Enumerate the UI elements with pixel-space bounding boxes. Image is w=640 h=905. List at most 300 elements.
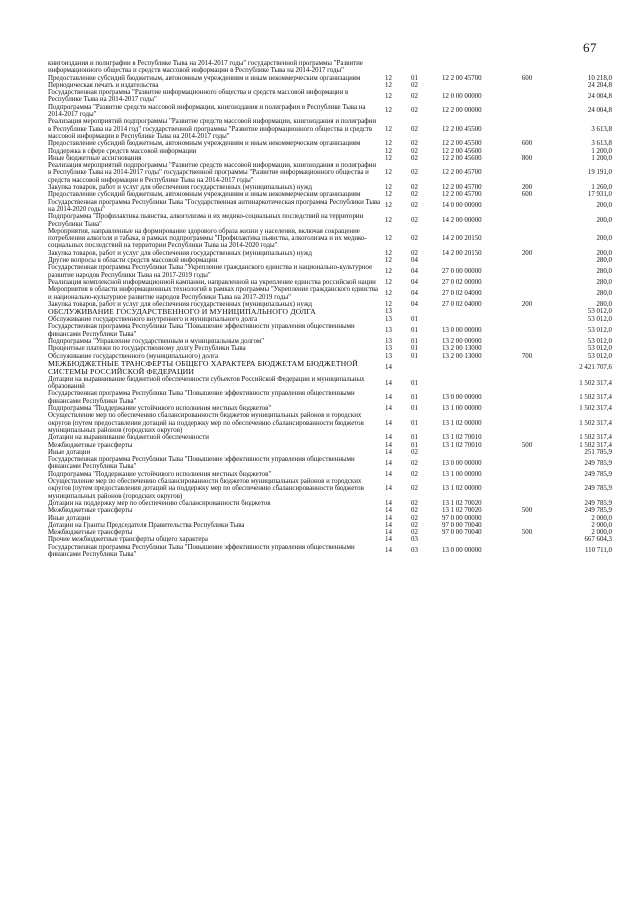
amount-cell: 1 502 317,4 xyxy=(579,405,612,413)
row-name-cell: Подпрограмма "Управление государственным и муниципальным долгом" xyxy=(48,337,265,345)
section-code-cell: 13 xyxy=(385,316,392,324)
amount-cell: 280,0 xyxy=(596,267,612,275)
subsection-code-cell: 04 xyxy=(411,278,418,286)
target-article-cell: 12 2 00 00000 xyxy=(442,107,482,115)
target-article-cell: 12 2 00 45500 xyxy=(442,140,482,148)
amount-cell: 1 502 317,4 xyxy=(579,379,612,387)
target-article-cell: 12 2 00 45700 xyxy=(442,74,482,82)
row-name-cell: Дотации на Гранты Председателя Правительства Республики Тыва xyxy=(48,521,245,529)
section-code-cell: 12 xyxy=(385,125,392,133)
table-row xyxy=(48,89,612,104)
expense-type-cell xyxy=(508,360,546,376)
expense-type-cell: 200 xyxy=(521,300,533,308)
amount-cell: 667 604,3 xyxy=(584,536,612,544)
target-article-cell: 13 0 00 00000 xyxy=(442,459,482,467)
amount-cell: 1 502 317,4 xyxy=(579,419,612,427)
row-name-cell: Межбюджетные трансферты xyxy=(48,441,133,449)
subsection-code-cell: 02 xyxy=(411,140,418,148)
target-article-cell xyxy=(442,82,508,89)
section-code-cell: 14 xyxy=(385,514,392,522)
subsection-code-cell: 02 xyxy=(411,147,418,155)
amount-cell: 2 000,0 xyxy=(591,521,612,529)
expense-type-cell: 500 xyxy=(521,441,533,449)
table-row xyxy=(48,316,612,323)
section-code-cell: 12 xyxy=(385,191,392,199)
expense-type-cell xyxy=(508,338,546,345)
amount-cell: 1 260,0 xyxy=(591,184,612,192)
target-article-cell: 12 2 00 45500 xyxy=(442,125,482,133)
row-name-cell: Подпрограмма "Поддержание устойчивого исполнения местных бюджетов" xyxy=(48,405,272,413)
subsection-code-cell: 01 xyxy=(411,441,418,449)
section-code-cell: 14 xyxy=(385,536,392,544)
amount-cell: 24 004,8 xyxy=(587,107,612,115)
section-code-cell: 12 xyxy=(385,257,392,265)
row-name-cell: Обслуживание государственного внутреннего и муниципального долга xyxy=(48,316,258,324)
expense-type-cell xyxy=(508,536,546,543)
subsection-code-cell: 01 xyxy=(411,345,418,353)
row-name-cell: Обслуживание государственного (муниципального) долга xyxy=(48,352,219,360)
amount-cell: 249 785,9 xyxy=(584,499,612,507)
table-row xyxy=(48,191,612,198)
target-article-cell: 12 2 00 45600 xyxy=(442,154,482,162)
amount-cell: 24 204,8 xyxy=(587,81,612,89)
amount-cell: 53 012,0 xyxy=(587,337,612,345)
row-name-cell: Подпрограмма "Поддержание устойчивого исполнения местных бюджетов" xyxy=(48,470,272,478)
subsection-code-cell xyxy=(411,360,442,376)
row-name-cell: Мероприятия, направленные на формирование здорового образа жизни у населения, включая сокращение потребления алкоголя и табака, в рамках подпрограммы "Профилактика пьянства, алкоголизма и их медико-социальных последствий на территории Республики Тыва на 2014-2020 годы" xyxy=(48,227,367,250)
subsection-code-cell: 02 xyxy=(411,485,418,493)
row-name-cell: Дотации на выравнивание бюджетной обеспеченности субъектов Российской Федерации и муниципальных образований xyxy=(48,375,365,391)
target-article-cell: 97 0 00 70040 xyxy=(442,529,482,537)
subsection-code-cell: 01 xyxy=(411,316,418,324)
row-name-cell: Мероприятия в области информационных технологий в рамках программы "Укрепление гражданского единства и национально-культурное развитие народов Республики Тыва на 2017-2019 годы" xyxy=(48,286,378,301)
row-name-cell: Реализация мероприятий подпрограммы "Развитие средств массовой информации, книгоиздания и полиграфии в Республике Тыва на 2014-2017 годы" государственной программы "Развитие информационного общества и средств массовой информации в Республике Тыва на 2014-2017 годы" xyxy=(48,162,377,184)
target-article-cell: 13 2 00 13000 xyxy=(442,352,482,360)
target-article-cell: 13 1 00 00000 xyxy=(442,405,482,413)
row-name-cell: Иные дотации xyxy=(48,448,91,456)
target-article-cell: 13 2 00 13000 xyxy=(442,345,482,353)
target-article-cell: 13 0 00 00000 xyxy=(442,394,482,402)
target-article-cell: 97 0 00 00000 xyxy=(442,514,482,522)
target-article-cell: 13 1 00 00000 xyxy=(442,470,482,478)
expense-type-cell: 600 xyxy=(521,140,533,148)
section-code-cell: 14 xyxy=(385,499,392,507)
table-row xyxy=(48,140,612,147)
table-row xyxy=(48,390,612,405)
target-article-cell xyxy=(442,376,508,391)
table-row xyxy=(48,323,612,338)
row-name-cell: Иные дотации xyxy=(48,514,91,522)
target-article-cell: 14 0 00 00000 xyxy=(442,202,482,210)
table-row xyxy=(48,405,612,412)
section-code-cell: 12 xyxy=(385,184,392,192)
expense-type-cell xyxy=(508,82,546,89)
subsection-code-cell: 01 xyxy=(411,434,418,442)
table-row xyxy=(48,155,612,162)
target-article-cell: 27 0 02 04000 xyxy=(442,300,482,308)
expense-type-cell xyxy=(508,478,546,500)
subsection-code-cell: 01 xyxy=(411,352,418,360)
section-code-cell: 14 xyxy=(385,448,392,456)
expense-type-cell xyxy=(508,500,546,507)
target-article-cell xyxy=(442,536,508,543)
table-row xyxy=(48,536,612,543)
table-row xyxy=(48,104,612,119)
expense-type-cell: 800 xyxy=(521,154,533,162)
table-row xyxy=(48,60,612,75)
subsection-code-cell: 01 xyxy=(411,337,418,345)
amount-cell: 2 000,0 xyxy=(591,529,612,537)
target-article-cell xyxy=(442,257,508,264)
target-article-cell: 14 2 00 20150 xyxy=(442,235,482,243)
row-name-cell: Дотации на поддержку мер по обеспечению сбалансированности бюджетов xyxy=(48,499,271,507)
amount-cell: 53 012,0 xyxy=(587,316,612,324)
table-row xyxy=(48,376,612,391)
target-article-cell: 13 1 02 70010 xyxy=(442,434,482,442)
target-article-cell: 12 0 00 00000 xyxy=(442,92,482,100)
section-code-cell: 12 xyxy=(385,300,392,308)
row-name-cell: Государственная программа Республики Тыва "Повышение эффективности управления общественными финансами Республики Тыва" xyxy=(48,390,355,405)
table-row xyxy=(48,257,612,264)
table-row xyxy=(48,308,612,316)
table-row xyxy=(48,500,612,507)
target-article-cell xyxy=(442,60,508,75)
section-code-cell: 14 xyxy=(385,441,392,449)
section-code-cell: 14 xyxy=(385,485,392,493)
amount-cell: 280,0 xyxy=(596,300,612,308)
subsection-code-cell: 01 xyxy=(411,74,418,82)
subsection-code-cell: 03 xyxy=(411,547,418,555)
table-row xyxy=(48,199,612,214)
expense-type-cell xyxy=(508,376,546,391)
section-code-cell: 14 xyxy=(385,364,392,372)
expense-type-cell xyxy=(508,412,546,434)
expense-type-cell xyxy=(508,199,546,214)
amount-cell: 280,0 xyxy=(596,278,612,286)
target-article-cell: 12 2 00 45600 xyxy=(442,147,482,155)
section-code-cell: 12 xyxy=(385,140,392,148)
row-name-cell: Закупка товаров, работ и услуг для обеспечения государственных (муниципальных) нужд xyxy=(48,249,312,257)
target-article-cell: 13 1 02 70010 xyxy=(442,441,482,449)
table-row xyxy=(48,434,612,441)
section-code-cell: 12 xyxy=(385,74,392,82)
target-article-cell: 12 2 00 45700 xyxy=(442,191,482,199)
section-code-cell: 12 xyxy=(385,267,392,275)
expense-type-cell xyxy=(508,89,546,104)
target-article-cell: 97 0 00 70040 xyxy=(442,521,482,529)
subsection-code-cell: 02 xyxy=(411,448,418,456)
subsection-code-cell: 02 xyxy=(411,499,418,507)
expense-type-cell xyxy=(508,544,546,559)
section-code-cell: 14 xyxy=(385,529,392,537)
target-article-cell: 13 1 02 70020 xyxy=(442,499,482,507)
expense-type-cell: 200 xyxy=(521,184,533,192)
expense-type-cell: 600 xyxy=(521,74,533,82)
amount-cell: 1 200,0 xyxy=(591,147,612,155)
section-code-cell: 14 xyxy=(385,419,392,427)
target-article-cell: 14 2 00 20150 xyxy=(442,249,482,257)
expense-type-cell xyxy=(508,104,546,119)
target-article-cell: 13 1 02 00000 xyxy=(442,485,482,493)
expense-type-cell xyxy=(508,522,546,529)
section-code-cell: 14 xyxy=(385,459,392,467)
row-name-cell: Поддержка в сфере средств массовой информации xyxy=(48,147,197,155)
amount-cell: 3 613,8 xyxy=(591,140,612,148)
table-row xyxy=(48,118,612,140)
amount-cell: 53 012,0 xyxy=(587,308,612,316)
subsection-code-cell: 02 xyxy=(411,529,418,537)
target-article-cell: 13 1 02 70020 xyxy=(442,507,482,515)
row-name-cell: Межбюджетные трансферты xyxy=(48,507,133,515)
expense-type-cell xyxy=(508,405,546,412)
section-code-cell: 12 xyxy=(385,249,392,257)
target-article-cell: 12 2 00 45700 xyxy=(442,184,482,192)
subsection-code-cell: 02 xyxy=(411,81,418,89)
table-row xyxy=(48,442,612,449)
target-article-cell xyxy=(442,360,508,376)
amount-cell: 1 502 317,4 xyxy=(579,441,612,449)
row-name-cell: Межбюджетные трансферты xyxy=(48,529,133,537)
table-row xyxy=(48,338,612,345)
expense-type-cell: 500 xyxy=(521,529,533,537)
subsection-code-cell: 02 xyxy=(411,202,418,210)
target-article-cell: 13 1 02 00000 xyxy=(442,419,482,427)
table-row xyxy=(48,412,612,434)
subsection-code-cell xyxy=(411,308,442,316)
expense-type-cell xyxy=(508,162,546,184)
amount-cell: 2 421 707,6 xyxy=(579,364,612,372)
expense-type-cell xyxy=(508,449,546,456)
subsection-code-cell: 02 xyxy=(411,216,418,224)
table-row xyxy=(48,75,612,82)
amount-cell: 10 218,0 xyxy=(587,74,612,82)
target-article-cell: 13 2 00 00000 xyxy=(442,337,482,345)
expense-type-cell xyxy=(508,471,546,478)
amount-cell: 200,0 xyxy=(596,249,612,257)
section-code-cell: 14 xyxy=(385,507,392,515)
amount-cell: 249 785,9 xyxy=(584,459,612,467)
amount-cell: 280,0 xyxy=(596,257,612,265)
section-code-cell: 12 xyxy=(385,147,392,155)
amount-cell: 53 012,0 xyxy=(587,327,612,335)
row-name-cell: Государственная программа "Развитие информационного общества и средств массовой информации в Республике Тыва на 2014-2017 годы" xyxy=(48,89,349,104)
subsection-code-cell: 02 xyxy=(411,459,418,467)
table-row xyxy=(48,213,612,228)
amount-cell: 17 931,0 xyxy=(587,191,612,199)
expense-type-cell xyxy=(508,316,546,323)
page-number: 67 xyxy=(583,40,597,55)
row-name-cell: Периодическая печать и издательства xyxy=(48,81,159,89)
table-row xyxy=(48,471,612,478)
expense-type-cell xyxy=(508,148,546,155)
section-code-cell: 13 xyxy=(385,352,392,360)
table-row xyxy=(48,529,612,536)
amount-cell xyxy=(546,60,612,75)
subsection-code-cell: 02 xyxy=(411,107,418,115)
expense-type-cell xyxy=(508,286,546,301)
subsection-code-cell: 02 xyxy=(411,184,418,192)
expense-type-cell xyxy=(508,257,546,264)
expense-type-cell xyxy=(508,515,546,522)
amount-cell: 1 200,0 xyxy=(591,154,612,162)
subsection-code-cell: 02 xyxy=(411,169,418,177)
row-name-cell: Процентные платежи по государственному долгу Республики Тыва xyxy=(48,345,246,353)
table-row xyxy=(48,515,612,522)
amount-cell: 200,0 xyxy=(596,235,612,243)
row-name-cell: Государственная программа Республики Тыва "Повышение эффективности управления общественными финансами Республики Тыва" xyxy=(48,543,355,558)
row-name-cell: Другие вопросы в области средств массовой информации xyxy=(48,257,218,265)
subsection-code-cell: 02 xyxy=(411,470,418,478)
table-row xyxy=(48,264,612,279)
section-code-cell: 12 xyxy=(385,154,392,162)
row-name-cell: Осуществление мер по обеспечению сбалансированности бюджетов муниципальных районов и городских округов (путем предоставления дотаций на поддержку мер по обеспечению сбалансированности бюджетов муниципальных районов (городских округов) xyxy=(48,478,364,500)
budget-table xyxy=(48,60,612,558)
amount-cell: 1 502 317,4 xyxy=(579,434,612,442)
amount-cell: 2 000,0 xyxy=(591,514,612,522)
row-name-cell: Подпрограмма "Профилактика пьянства, алкоголизма и их медико-социальных последствий на территории Республики Тыва" xyxy=(48,213,364,228)
section-code-cell: 12 xyxy=(385,289,392,297)
amount-cell: 251 785,9 xyxy=(584,448,612,456)
amount-cell: 24 004,8 xyxy=(587,92,612,100)
row-name-cell: Иные бюджетные ассигнования xyxy=(48,154,142,162)
subsection-code-cell: 03 xyxy=(411,536,418,544)
section-code-cell: 12 xyxy=(385,202,392,210)
target-article-cell: 13 0 00 00000 xyxy=(442,327,482,335)
row-name-cell: Дотации на выравнивание бюджетной обеспеченности xyxy=(48,434,209,442)
section-code-cell xyxy=(385,60,411,75)
subsection-code-cell: 02 xyxy=(411,235,418,243)
section-code-cell: 12 xyxy=(385,278,392,286)
table-row xyxy=(48,82,612,89)
expense-type-cell xyxy=(508,323,546,338)
section-code-cell: 13 xyxy=(385,337,392,345)
subsection-code-cell: 01 xyxy=(411,405,418,413)
target-article-cell: 12 2 00 45700 xyxy=(442,169,482,177)
table-row xyxy=(48,449,612,456)
target-article-cell: 14 2 00 00000 xyxy=(442,216,482,224)
table-row xyxy=(48,507,612,514)
expense-type-cell: 700 xyxy=(521,352,533,360)
table-body xyxy=(48,60,612,558)
table-row xyxy=(48,456,612,471)
table-row xyxy=(48,162,612,184)
target-article-cell xyxy=(442,308,508,316)
expense-type-cell xyxy=(508,390,546,405)
expense-type-cell xyxy=(508,118,546,140)
section-code-cell: 14 xyxy=(385,405,392,413)
target-article-cell xyxy=(442,449,508,456)
target-article-cell: 27 0 02 00000 xyxy=(442,278,482,286)
row-name-cell: ОБСЛУЖИВАНИЕ ГОСУДАРСТВЕННОГО И МУНИЦИПАЛЬНОГО ДОЛГА xyxy=(48,307,316,317)
section-code-cell: 12 xyxy=(385,92,392,100)
row-name-cell: Осуществление мер по обеспечению сбалансированности бюджетов муниципальных районов и городских округов (путем предоставления дотаций на поддержку мер по обеспечению сбалансированности бюджетов муниципальных районов (городских округов) xyxy=(48,412,364,434)
row-name-cell: Государственная программа Республики Тыва "Повышение эффективности управления общественными финансами Республики Тыва" xyxy=(48,456,355,471)
section-code-cell: 12 xyxy=(385,216,392,224)
amount-cell: 53 012,0 xyxy=(587,352,612,360)
amount-cell: 200,0 xyxy=(596,216,612,224)
subsection-code-cell: 04 xyxy=(411,300,418,308)
subsection-code-cell: 02 xyxy=(411,154,418,162)
subsection-code-cell: 02 xyxy=(411,249,418,257)
expense-type-cell: 200 xyxy=(521,249,533,257)
expense-type-cell xyxy=(508,60,546,75)
subsection-code-cell: 02 xyxy=(411,521,418,529)
section-code-cell: 14 xyxy=(385,547,392,555)
subsection-code-cell: 02 xyxy=(411,514,418,522)
section-code-cell: 13 xyxy=(385,345,392,353)
amount-cell: 249 785,9 xyxy=(584,507,612,515)
amount-cell: 249 785,9 xyxy=(584,485,612,493)
table-row xyxy=(48,522,612,529)
section-code-cell: 12 xyxy=(385,107,392,115)
expense-type-cell xyxy=(508,456,546,471)
target-article-cell: 27 0 00 00000 xyxy=(442,267,482,275)
subsection-code-cell: 04 xyxy=(411,289,418,297)
section-code-cell: 14 xyxy=(385,470,392,478)
subsection-code-cell: 01 xyxy=(411,327,418,335)
subsection-code-cell: 02 xyxy=(411,507,418,515)
amount-cell: 110 711,0 xyxy=(584,547,612,555)
table-row xyxy=(48,184,612,191)
section-code-cell: 12 xyxy=(385,235,392,243)
row-name-cell: МЕЖБЮДЖЕТНЫЕ ТРАНСФЕРТЫ ОБЩЕГО ХАРАКТЕРА БЮДЖЕТАМ БЮДЖЕТНОЙ СИСТЕМЫ РОССИЙСКОЙ ФЕДЕРАЦИИ xyxy=(48,358,358,376)
section-code-cell: 12 xyxy=(385,81,392,89)
section-code-cell: 14 xyxy=(385,521,392,529)
expense-type-cell xyxy=(508,213,546,228)
expense-type-cell xyxy=(508,308,546,316)
subsection-code-cell: 02 xyxy=(411,92,418,100)
expense-type-cell xyxy=(508,264,546,279)
row-name-cell: Предоставление субсидий бюджетным, автономным учреждениям и иным некоммерческим организациям xyxy=(48,140,361,148)
table-row xyxy=(48,544,612,559)
amount-cell: 249 785,9 xyxy=(584,470,612,478)
subsection-code-cell: 02 xyxy=(411,191,418,199)
expense-type-cell xyxy=(508,345,546,352)
amount-cell: 3 613,8 xyxy=(591,125,612,133)
row-name-cell: Государственная программа Республики Тыва "Повышение эффективности управления общественными финансами Республики Тыва" xyxy=(48,323,355,338)
table-row xyxy=(48,360,612,376)
row-name-cell: Государственная программа Республики Тыва "Государственная антинаркотическая программа Республики Тыва на 2014-2020 годы" xyxy=(48,198,381,213)
row-name-cell: Закупка товаров, работ и услуг для обеспечения государственных (муниципальных) нужд xyxy=(48,184,312,192)
subsection-code-cell: 01 xyxy=(411,379,418,387)
section-code-cell: 14 xyxy=(385,434,392,442)
subsection-code-cell: 04 xyxy=(411,267,418,275)
amount-cell: 200,0 xyxy=(596,202,612,210)
expense-type-cell xyxy=(508,279,546,286)
section-code-cell: 13 xyxy=(385,308,392,316)
expense-type-cell: 600 xyxy=(521,191,533,199)
target-article-cell: 13 0 00 00000 xyxy=(442,547,482,555)
amount-cell: 53 012,0 xyxy=(587,345,612,353)
subsection-code-cell: 04 xyxy=(411,257,418,265)
row-name-cell: книгоиздания и полиграфии в Республике Тыва на 2014-2017 годы" государственной программы "Развитие информационного общества и средств массовой информации в Республике Тыва на 2014-2017 годы" xyxy=(48,60,363,75)
row-name-cell: Реализация мероприятий подпрограммы "Развитие средств массовой информации, книгоиздания и полиграфии в Республике Тыва на 2014 год" государственной программы "Развитие информационного общества и средств массовой информации в Республике Тыва на 2014-2017 годы" xyxy=(48,118,377,140)
row-name-cell: Подпрограмма "Развитие средств массовой информации, книгоиздания и полиграфии в Республике Тыва на 2014-2017 годы" xyxy=(48,103,366,119)
amount-cell: 1 502 317,4 xyxy=(579,394,612,402)
target-article-cell: 27 0 02 04000 xyxy=(442,289,482,297)
row-name-cell: Реализация комплексной информационной кампании, направленной на укрепление единства российской нации xyxy=(48,278,376,286)
section-code-cell: 14 xyxy=(385,379,392,387)
expense-type-cell xyxy=(508,228,546,250)
row-name-cell: Государственная программа Республики Тыва "Укрепление гражданского единства и национально-культурное развитие народов Республики Тыва на 2017-2019 годы" xyxy=(48,264,373,279)
table-row xyxy=(48,228,612,250)
section-code-cell: 14 xyxy=(385,394,392,402)
section-code-cell: 13 xyxy=(385,327,392,335)
row-name-cell: Прочие межбюджетные трансферты общего характера xyxy=(48,536,208,544)
table-row xyxy=(48,478,612,500)
table-row xyxy=(48,279,612,286)
expense-type-cell: 500 xyxy=(521,507,533,515)
